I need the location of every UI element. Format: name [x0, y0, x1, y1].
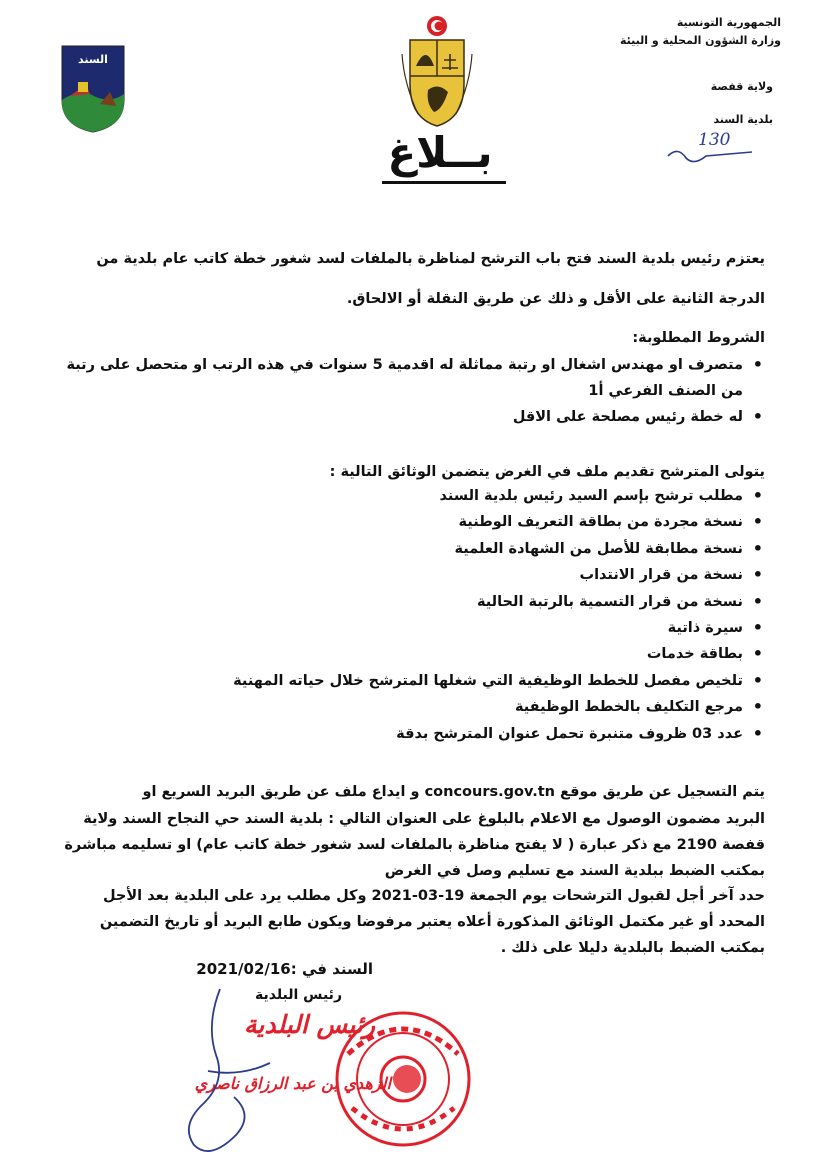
governorate-label: ولاية قفصة — [710, 80, 773, 93]
handwritten-scribble — [664, 138, 754, 168]
stamp-role: رئيس البلدية — [243, 1010, 375, 1039]
conditions-heading: الشروط المطلوبة: — [632, 330, 765, 346]
handwritten-signature — [150, 985, 300, 1165]
document-item: • نسخة من قرار الانتداب — [65, 562, 765, 588]
conditions-list — [65, 352, 765, 430]
republic-label: الجمهورية التونسية — [676, 16, 781, 29]
page-title: بــلاغ — [387, 128, 493, 177]
document-item: • عدد 03 ظروف متنبرة تحمل عنوان المترشح بدقة — [65, 721, 765, 747]
title-underline — [382, 181, 506, 184]
documents-list — [65, 483, 765, 747]
national-emblem — [396, 14, 478, 130]
municipal-logo-text: السند — [78, 53, 108, 66]
registration-line-1: يتم التسجيل عن طريق موقع concours.gov.tn و ايداع ملف عن طريق البريد السريع او — [142, 784, 765, 800]
handwritten-reference: 130 — [698, 130, 731, 150]
document-item: • نسخة من قرار التسمية بالرتبة الحالية — [65, 589, 765, 615]
official-stamp — [328, 1004, 478, 1154]
intro-line-2: الدرجة الثانية على الأقل و ذلك عن طريق النقلة أو الالحاق. — [346, 291, 765, 307]
document-item: • مرجع التكليف بالخطط الوظيفية — [65, 694, 765, 720]
ministry-label: وزارة الشؤون المحلية و البيئة — [619, 34, 781, 47]
document-item: • بطاقة خدمات — [65, 641, 765, 667]
condition-item: • له خطة رئيس مصلحة على الاقل — [65, 404, 765, 430]
document-item: • نسخة مطابقة للأصل من الشهادة العلمية — [65, 536, 765, 562]
place-date: السند في :2021/02/16 — [196, 960, 373, 978]
document-item: • تلخيص مفصل للخطط الوظيفية التي شغلها المترشح خلال حياته المهنية — [65, 668, 765, 694]
municipal-logo — [60, 44, 126, 134]
deadline-line-3: بمكتب الضبط بالبلدية دليلا على ذلك . — [500, 940, 765, 956]
registration-line-3: قفصة 2190 مع ذكر عبارة ( لا يفتح مناظرة بالملفات لسد شغور خطة كاتب عام) او تسليمه مباشرة — [64, 837, 765, 853]
registration-line-2: البريد مضمون الوصول مع الاعلام بالبلوغ على العنوان التالي : بلدية السند حي النجاح السند ولاية — [83, 811, 765, 827]
deadline-line-1: حدد آخر أجل لقبول الترشحات يوم الجمعة 19-03-2021 وكل مطلب يرد على البلدية بعد الأجل — [102, 888, 765, 904]
stamp-name: الزهدي بن عبد الرزاق ناصري — [194, 1074, 391, 1093]
intro-line-1: يعتزم رئيس بلدية السند فتح باب الترشح لمناظرة بالملفات لسد شغور خطة كاتب عام بلدية من — [96, 251, 765, 267]
document-item: • مطلب ترشح بإسم السيد رئيس بلدية السند — [65, 483, 765, 509]
registration-line-4: بمكتب الضبط ببلدية السند مع تسليم وصل في الغرض — [384, 863, 765, 879]
condition-item: • متصرف او مهندس اشغال او رتبة مماثلة له اقدمية 5 سنوات في هذه الرتب او متحصل على رتبة من الصنف الفرعي أ1 — [65, 352, 765, 404]
signature-role: رئيس البلدية — [254, 987, 342, 1003]
document-item: • سيرة ذاتية — [65, 615, 765, 641]
document-item: • نسخة مجردة من بطاقة التعريف الوطنية — [65, 509, 765, 535]
deadline-line-2: المحدد أو غير مكتمل الوثائق المذكورة أعلاه يعتبر مرفوضا ويكون طابع البريد أو تاريخ التضمين — [99, 914, 765, 930]
documents-heading: يتولى المترشح تقديم ملف في الغرض يتضمن الوثائق التالية : — [329, 464, 765, 480]
municipality-label: بلدية السند — [713, 113, 773, 126]
